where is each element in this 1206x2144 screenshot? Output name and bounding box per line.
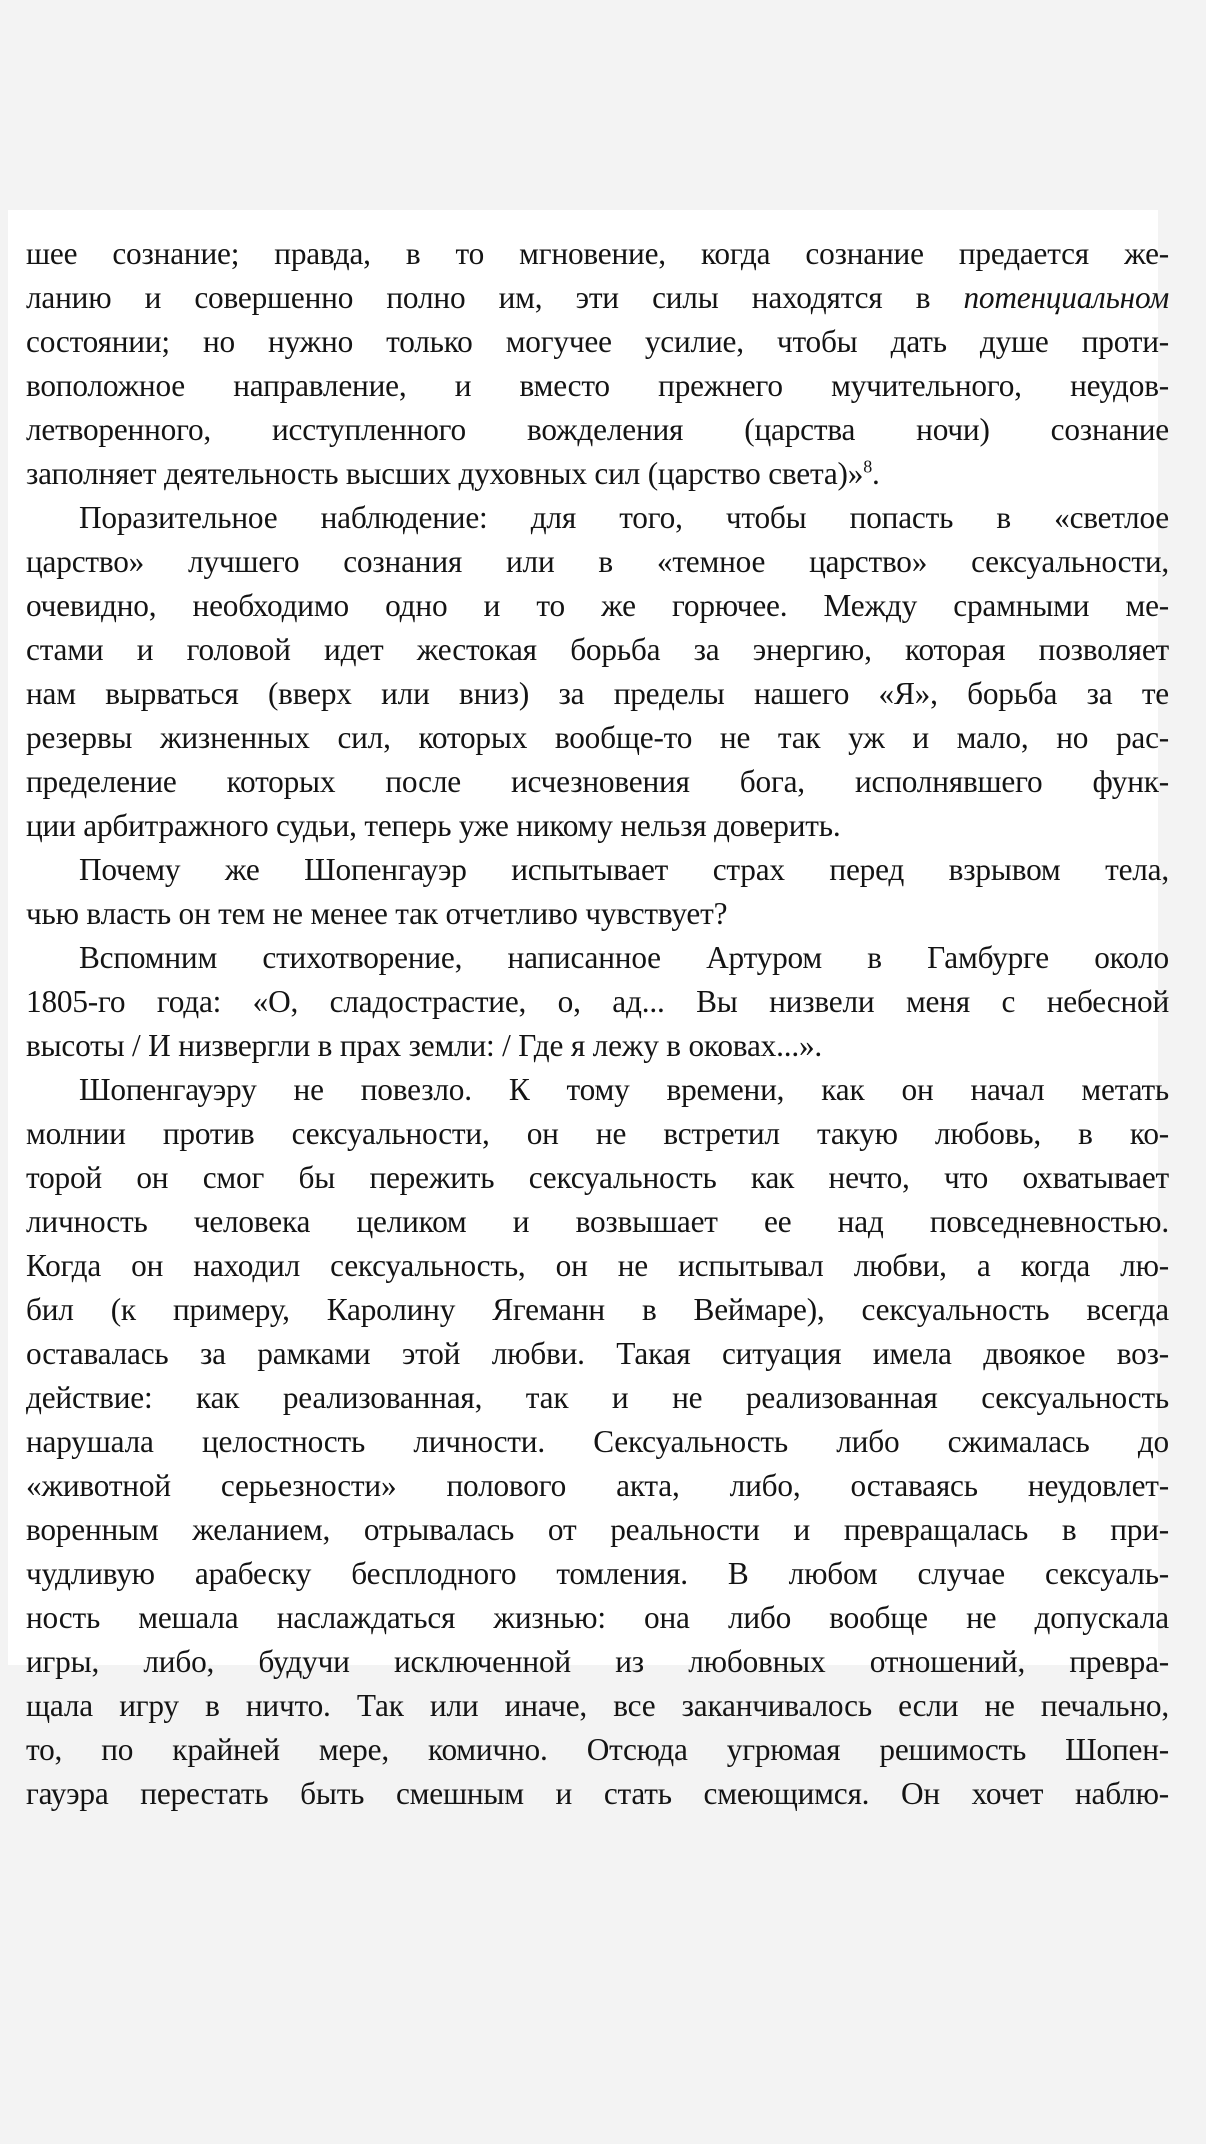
line-text: шее сознание; правда, в то мгновение, когда сознание предается же-: [26, 236, 1169, 271]
line-text: состоянии; но нужно только могучее усилие, чтобы дать душе проти-: [26, 324, 1169, 359]
book-page: [8, 210, 1169, 1811]
text-line: [26, 1464, 1176, 1508]
line-text: летворенного, исступленного вожделения (царства ночи) сознание: [26, 412, 1169, 447]
text-line: [26, 628, 1176, 672]
text-line: [26, 364, 1176, 408]
text-line: [26, 1332, 1176, 1376]
text-line: [26, 1024, 1176, 1068]
text-line: [26, 980, 1176, 1024]
line-text-end: .: [872, 456, 880, 491]
text-line: [26, 1376, 1176, 1420]
footnote-marker: 8: [863, 456, 873, 477]
line-text: царство» лучшего сознания или в «темное царство» сексуальности,: [26, 544, 1169, 579]
text-line: [26, 496, 1176, 540]
line-text: высоты / И низвергли в прах земли: / Где я лежу в оковах...».: [26, 1028, 823, 1063]
text-line: [26, 848, 1176, 892]
line-text: пределение которых после исчезновения бога, исполнявшего функ-: [26, 764, 1169, 799]
text-line: [26, 1068, 1176, 1112]
line-text: щала игру в ничто. Так или иначе, все заканчивалось если не печально,: [26, 1688, 1169, 1723]
line-text: Вспомним стихотворение, написанное Артуром в Гамбурге около: [79, 940, 1169, 975]
text-line: [26, 1200, 1176, 1244]
line-text: то, по крайней мере, комично. Отсюда угрюмая решимость Шопен-: [26, 1732, 1169, 1767]
line-text: Почему же Шопенгауэр испытывает страх перед взрывом тела,: [79, 852, 1169, 887]
line-text: нам вырваться (вверх или вниз) за пределы нашего «Я», борьба за те: [26, 676, 1169, 711]
line-text: заполняет деятельность высших духовных сил (царство света)»: [26, 456, 864, 491]
line-text: оставалась за рамками этой любви. Такая ситуация имела двоякое воз-: [26, 1336, 1169, 1371]
text-line: [26, 936, 1176, 980]
line-text: Шопенгауэру не повезло. К тому времени, как он начал метать: [79, 1072, 1169, 1107]
text-line: [26, 716, 1176, 760]
line-text: нарушала целостность личности. Сексуальность либо сжималась до: [26, 1424, 1169, 1459]
text-line: [26, 232, 1176, 276]
line-text: воположное направление, и вместо прежнего мучительного, неудов-: [26, 368, 1169, 403]
text-line: [26, 804, 1176, 848]
line-text: действие: как реализованная, так и не реализованная сексуальность: [26, 1380, 1169, 1415]
text-line: [26, 1156, 1176, 1200]
line-text: ланию и совершенно полно им, эти силы находятся в: [26, 280, 964, 315]
text-line: [26, 1596, 1176, 1640]
line-text: ции арбитражного судьи, теперь уже никому нельзя доверить.: [26, 808, 841, 843]
text-line: [26, 1420, 1176, 1464]
text-line: [26, 320, 1176, 364]
text-line: [26, 540, 1176, 584]
text-line: [26, 452, 1176, 496]
text-line: [26, 408, 1176, 452]
text-line: [26, 1772, 1176, 1816]
line-text: воренным желанием, отрывалась от реальности и превращалась в при-: [26, 1512, 1169, 1547]
text-line: [26, 1684, 1176, 1728]
line-text: личность человека целиком и возвышает ее над повседневностью.: [26, 1204, 1169, 1239]
text-line: [26, 1508, 1176, 1552]
line-text: «животной серьезности» полового акта, либо, оставаясь неудовлет-: [26, 1468, 1169, 1503]
text-line: [26, 1288, 1176, 1332]
text-line: [26, 584, 1176, 628]
line-text: резервы жизненных сил, которых вообще-то не так уж и мало, но рас-: [26, 720, 1169, 755]
line-text: гауэра перестать быть смешным и стать смеющимся. Он хочет наблю-: [26, 1776, 1169, 1811]
text-line: [26, 760, 1176, 804]
line-text: молнии против сексуальности, он не встретил такую любовь, в ко-: [26, 1116, 1169, 1151]
line-text: стами и головой идет жестокая борьба за энергию, которая позволяет: [26, 632, 1169, 667]
emphasized-word: потенциальном: [963, 280, 1169, 315]
line-text: Поразительное наблюдение: для того, чтобы попасть в «светлое: [79, 500, 1169, 535]
text-line: [26, 1640, 1176, 1684]
line-text: чью власть он тем не менее так отчетливо чувствует?: [26, 896, 728, 931]
page-text: [26, 232, 1176, 1816]
line-text: Когда он находил сексуальность, он не испытывал любви, а когда лю-: [26, 1248, 1169, 1283]
line-text: игры, либо, будучи исключенной из любовных отношений, превра-: [26, 1644, 1169, 1679]
line-text: бил (к примеру, Каролину Ягеманн в Веймаре), сексуальность всегда: [26, 1292, 1169, 1327]
text-line: [26, 1728, 1176, 1772]
line-text: ность мешала наслаждаться жизнью: она либо вообще не допускала: [26, 1600, 1169, 1635]
text-line: [26, 892, 1176, 936]
line-text: очевидно, необходимо одно и то же горючее. Между срамными ме-: [26, 588, 1169, 623]
line-text: чудливую арабеску бесплодного томления. В любом случае сексуаль-: [26, 1556, 1169, 1591]
text-line: [26, 276, 1176, 320]
line-text: торой он смог бы пережить сексуальность как нечто, что охватывает: [26, 1160, 1169, 1195]
text-line: [26, 1112, 1176, 1156]
text-line: [26, 672, 1176, 716]
text-line: [26, 1552, 1176, 1596]
line-text: 1805-го года: «О, сладострастие, о, ад... Вы низвели меня с небесной: [26, 984, 1169, 1019]
text-line: [26, 1244, 1176, 1288]
